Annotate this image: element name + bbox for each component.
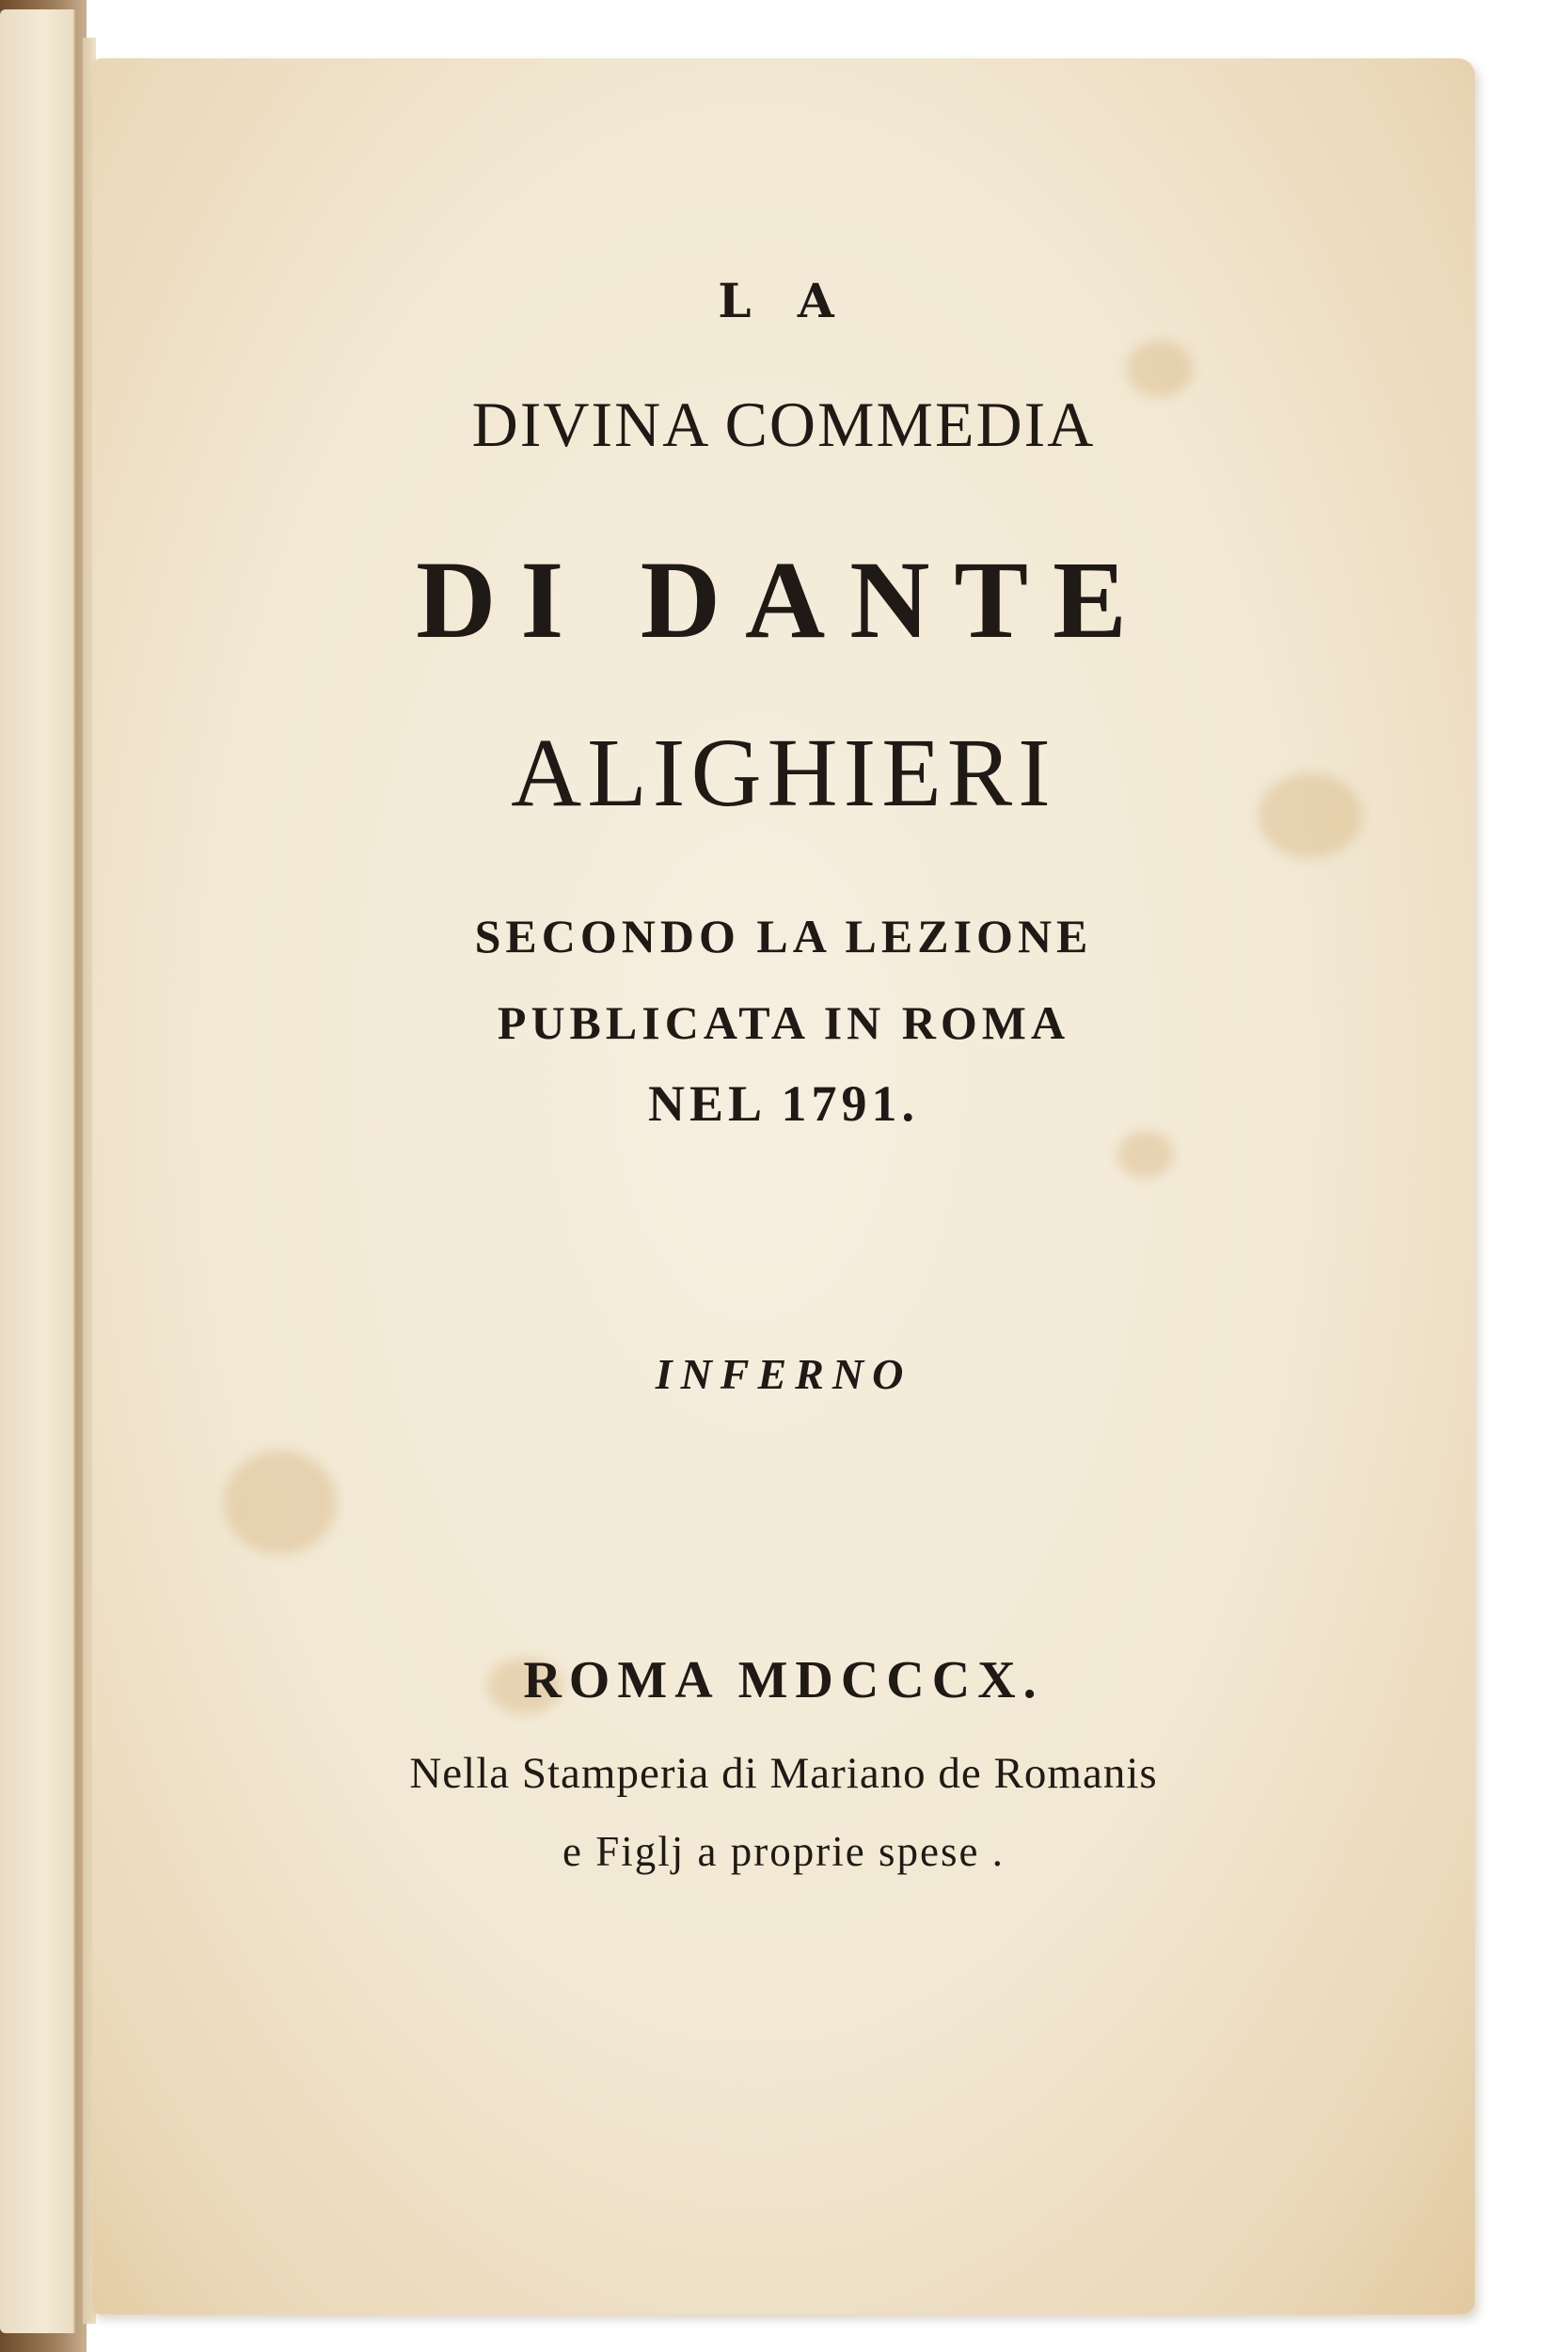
- subtitle-publicata: PUBLICATA IN ROMA: [497, 996, 1070, 1049]
- section-inferno: INFERNO: [655, 1350, 912, 1398]
- subtitle-secondo: SECONDO LA LEZIONE: [474, 910, 1093, 962]
- foxing-spot: [1117, 1131, 1174, 1178]
- title-line-la: L A: [718, 273, 849, 328]
- title-line-divina-commedia: DIVINA COMMEDIA: [471, 389, 1096, 460]
- imprint-expense: e Figlj a proprie spese .: [562, 1828, 1005, 1875]
- imprint-roma-mdcccx: ROMA MDCCCX.: [523, 1651, 1044, 1709]
- title-page: [92, 58, 1475, 2314]
- foxing-spot: [224, 1451, 337, 1554]
- imprint-printer: Nella Stamperia di Mariano de Romanis: [409, 1749, 1158, 1798]
- title-line-alighieri: ALIGHIERI: [511, 719, 1056, 827]
- subtitle-nel-1791: NEL 1791.: [647, 1075, 920, 1132]
- title-line-di-dante: DI DANTE: [416, 538, 1151, 661]
- flyleaf: [0, 9, 75, 2333]
